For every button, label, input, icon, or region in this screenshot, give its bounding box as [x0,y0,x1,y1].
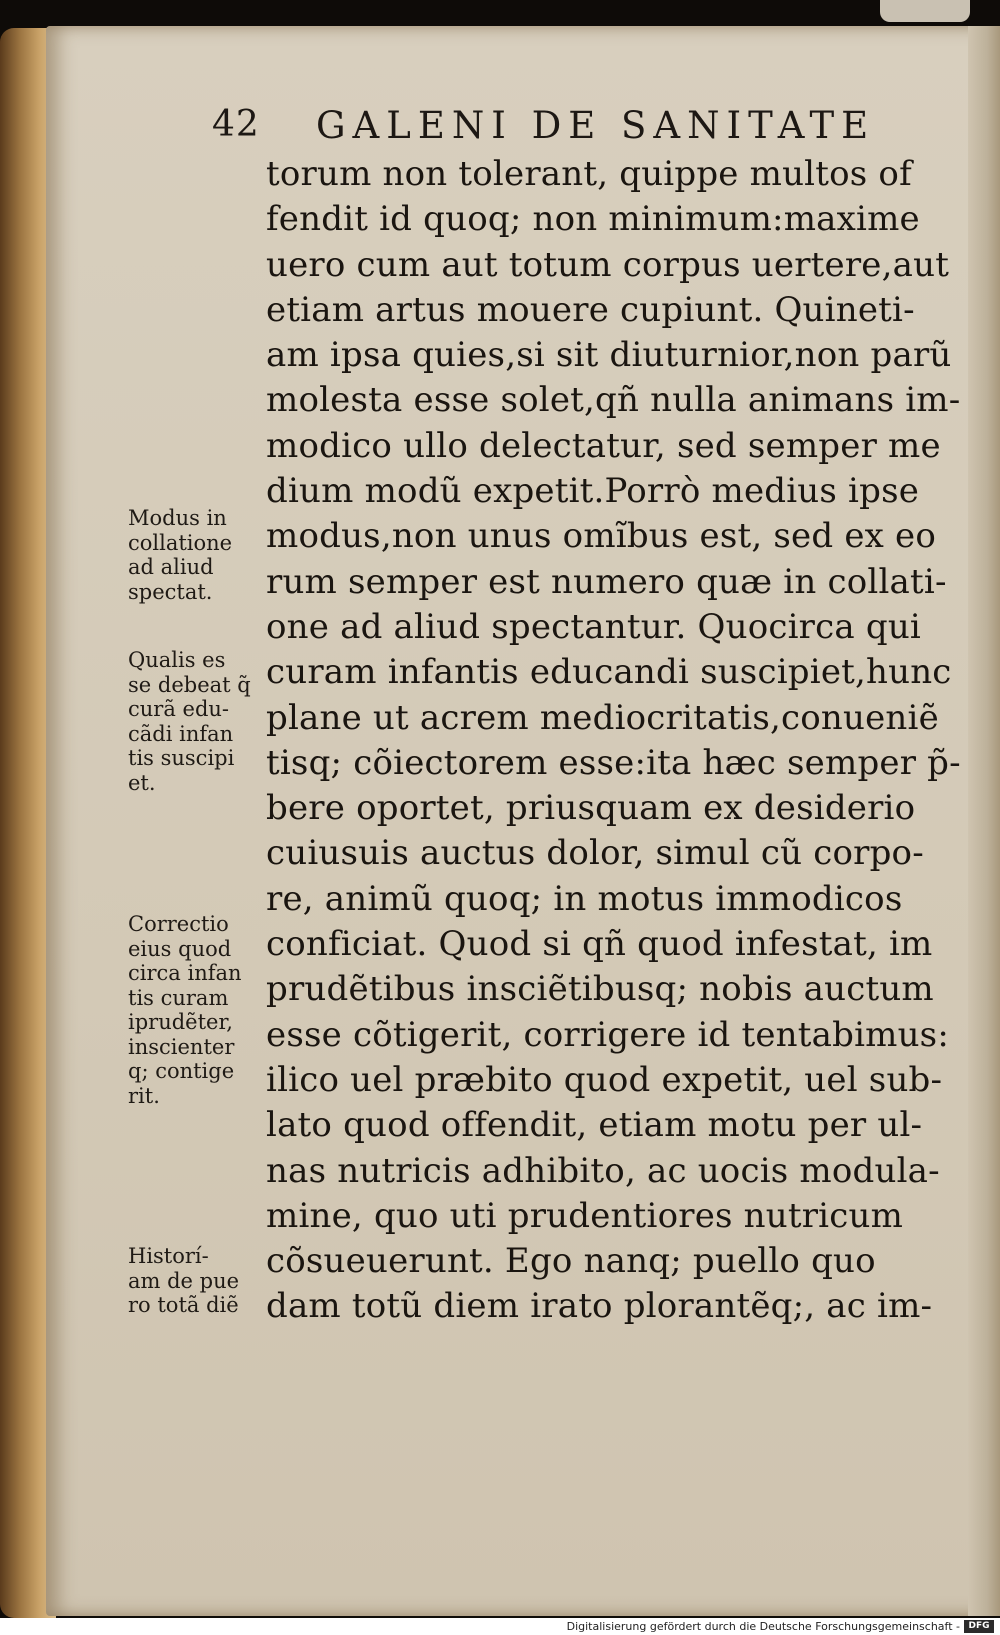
text-line: re, animũ quoq; in motus immodicos [266,878,903,919]
text-line: esse cõtigerit, corrigere id tentabimus: [266,1014,949,1055]
text-line: dium modũ expetit.Porrò medius ipse [266,471,920,512]
text-line: lato quod offendit, etiam motu per ul- [266,1105,923,1146]
marginal-line: Qualis es [128,648,226,672]
marginal-line: ad aliud [128,555,214,579]
marginal-line: collatione [128,530,233,555]
text-line: rum semper est numero quæ in collati- [266,561,947,602]
page-right-edge [968,26,1000,1616]
marginal-line: se debeat q̃ [128,672,251,697]
text-line: modus,non unus omĩbus est, sed ex eo [266,516,937,557]
marginal-line: rit. [128,1083,160,1108]
text-line: curam infantis educandi suscipiet,hunc [266,652,952,693]
text-line: dam totũ diem irato plorantẽq;, ac im- [266,1286,933,1327]
text-line: plane ut acrem mediocritatis,conueniẽ [266,697,939,738]
marginal-line: tis suscipi [128,746,235,770]
marginal-note-historiam [128,1244,258,1318]
marginal-line: cãdi infan [128,721,234,746]
running-head: GALENI DE SANITATE [316,104,876,147]
text-line: torum non tolerant, quippe multos of [266,154,912,194]
page-header [0,102,1000,152]
page-number: 42 [212,104,260,145]
text-line: prudẽtibus insciẽtibusq; nobis auctum [266,969,934,1010]
text-line: nas nutricis adhibito, ac uocis modula- [266,1150,940,1191]
dfg-logo: DFG [964,1620,994,1633]
text-line: mine, quo uti prudentiores nutricum [266,1195,904,1236]
marginal-line: eius quod [128,936,232,961]
text-line: tisq; cõiectorem esse:ita hæc semper p̃- [266,742,961,783]
body-text [266,152,961,1330]
marginal-line: inscienter [128,1034,235,1059]
marginal-line: circa infan [128,961,242,985]
text-line: cuiusuis auctus dolor, simul cũ corpo- [266,833,924,874]
text-line: cõsueuerunt. Ego nanq; puello quo [266,1241,876,1282]
marginal-line: am de pue [128,1268,240,1293]
text-line: one ad aliud spectantur. Quocirca qui [266,606,921,647]
text-line: uero cum aut totum corpus uertere,aut [266,244,950,285]
marginal-line: spectat. [128,579,213,604]
text-line: modico ullo delectatur, sed semper me [266,425,941,466]
digitization-footer [0,1618,1000,1635]
text-line: fendit id quoq; non minimum:maxime [266,199,920,240]
text-line: etiam artus mouere cupiunt. Quineti- [266,289,915,330]
marginal-line: Modus in [128,506,227,530]
text-line: molesta esse solet,qñ nulla animans im- [266,380,961,421]
marginal-line: iprudẽter, [128,1010,233,1034]
marginal-note-modus [128,506,258,604]
marginal-note-qualis [128,648,258,795]
text-line: bere oportet, priusquam ex desiderio [266,788,916,829]
marginal-line: Historí- [128,1244,209,1268]
funding-credit: Digitalisierung gefördert durch die Deutsche Forschungsgemeinschaft - [566,1620,960,1633]
scan-clip [880,0,970,22]
marginal-line: curã edu- [128,697,230,721]
marginal-line: ro totã diẽ [128,1293,239,1317]
text-line: conficiat. Quod si qñ quod infestat, im [266,924,933,965]
text-line: ilico uel præbito quod expetit, uel sub- [266,1059,943,1100]
text-line: am ipsa quies,si sit diuturnior,non parũ [266,335,952,376]
marginal-line: et. [128,770,156,795]
marginal-line: tis curam [128,985,229,1010]
marginal-line: Correctio [128,912,229,936]
marginal-note-correctio [128,912,258,1108]
marginal-line: q; contige [128,1059,235,1083]
